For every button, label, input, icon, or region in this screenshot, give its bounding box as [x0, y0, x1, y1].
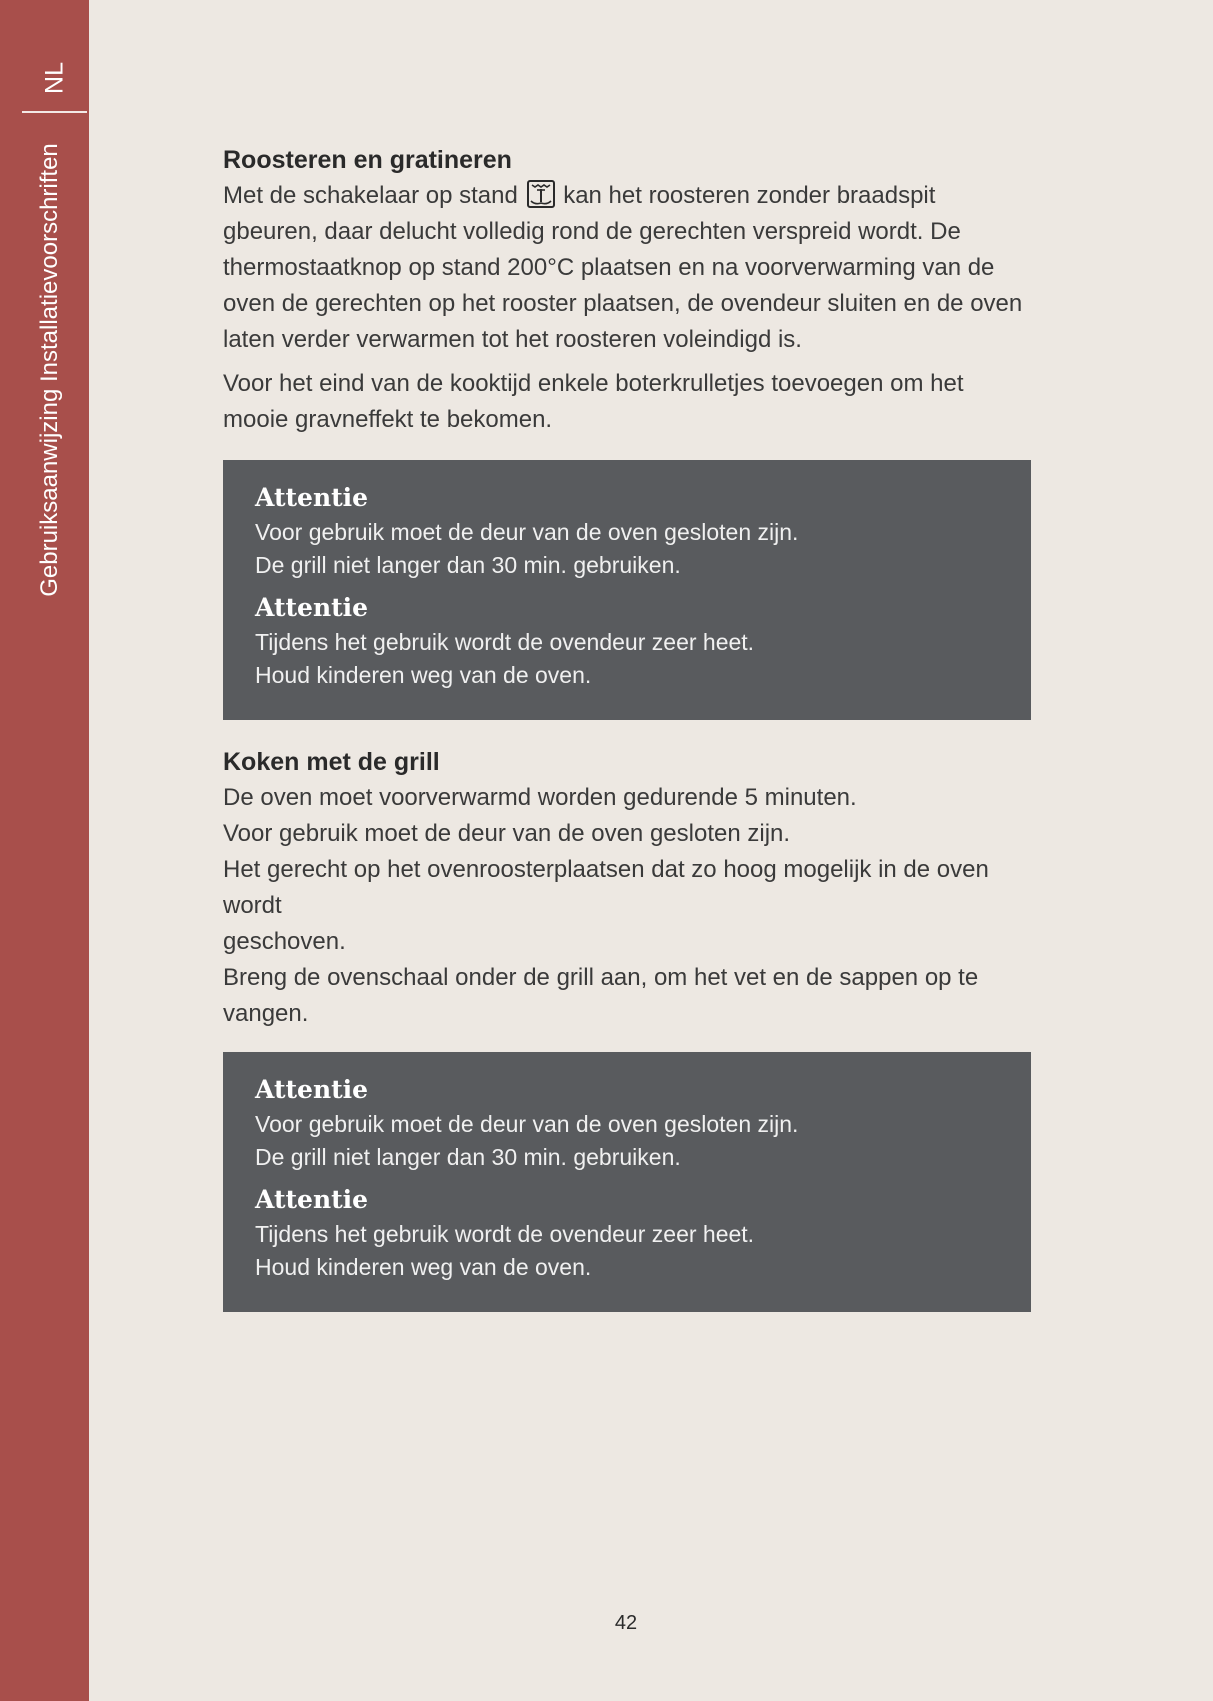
sidebar-title — [20, 130, 80, 610]
attention-line: Tijdens het gebruik wordt de ovendeur zeer heet. — [255, 1221, 755, 1247]
grill-text: Breng de ovenschaal onder de grill aan, om het vet en de sappen op te vangen. — [223, 964, 979, 1027]
language-text: NL — [40, 62, 69, 94]
attention-box-2 — [223, 1052, 1031, 1312]
roosteren-text: gbeuren, daar delucht volledig rond de gerechten verspreid wordt. De — [223, 218, 961, 245]
page-number: 42 — [614, 1612, 638, 1634]
section-heading-roosteren: Roosteren en gratineren — [223, 146, 512, 174]
grill-text: De oven moet voorverwarmd worden gedurende 5 minuten. — [223, 784, 857, 811]
sidebar-divider — [22, 111, 87, 113]
main-content — [223, 142, 1031, 1312]
attention-line: De grill niet langer dan 30 min. gebruiken. — [255, 1144, 681, 1170]
attention-heading: Attentie — [255, 1185, 369, 1214]
attention-line: Voor gebruik moet de deur van de oven gesloten zijn. — [255, 1111, 799, 1137]
grill-fan-mode-icon — [527, 180, 555, 208]
sidebar — [0, 0, 89, 1701]
roosteren-text: Met de schakelaar op stand — [223, 182, 518, 209]
roosteren-text: thermostaatknop op stand 200°C plaatsen en na voorverwarming van de — [223, 254, 995, 281]
grill-text: Het gerecht op het ovenroosterplaatsen dat zo hoog mogelijk in de oven wordt — [223, 856, 989, 919]
language-label — [35, 58, 75, 98]
sidebar-title-text: Gebruiksaanwijzing Installatievoorschriften — [36, 143, 63, 597]
attention-line: Voor gebruik moet de deur van de oven gesloten zijn. — [255, 519, 799, 545]
grill-paragraph — [223, 780, 1031, 1032]
attention-heading: Attentie — [255, 483, 369, 512]
attention-line: Houd kinderen weg van de oven. — [255, 1254, 592, 1280]
attention-line: Houd kinderen weg van de oven. — [255, 662, 592, 688]
roosteren-text: kan het roosteren zonder braadspit — [563, 182, 936, 209]
grill-text: Voor gebruik moet de deur van de oven gesloten zijn. — [223, 820, 791, 847]
section-heading-grill: Koken met de grill — [223, 748, 440, 776]
roosteren-paragraph-2 — [223, 366, 1031, 438]
attention-heading: Attentie — [255, 1075, 369, 1104]
roosteren-text: Voor het eind van de kooktijd enkele boterkrulletjes toevoegen om het — [223, 370, 964, 397]
roosteren-text: mooie gravneffekt te bekomen. — [223, 406, 553, 433]
roosteren-paragraph-1 — [223, 178, 1031, 358]
grill-text: geschoven. — [223, 928, 346, 955]
attention-box-1 — [223, 460, 1031, 720]
roosteren-text: laten verder verwarmen tot het roosteren voleindigd is. — [223, 326, 802, 353]
attention-line: De grill niet langer dan 30 min. gebruiken. — [255, 552, 681, 578]
attention-heading: Attentie — [255, 593, 369, 622]
roosteren-text: oven de gerechten op het rooster plaatsen, de ovendeur sluiten en de oven — [223, 290, 1023, 317]
section-grill — [223, 744, 1031, 1032]
attention-line: Tijdens het gebruik wordt de ovendeur zeer heet. — [255, 629, 755, 655]
